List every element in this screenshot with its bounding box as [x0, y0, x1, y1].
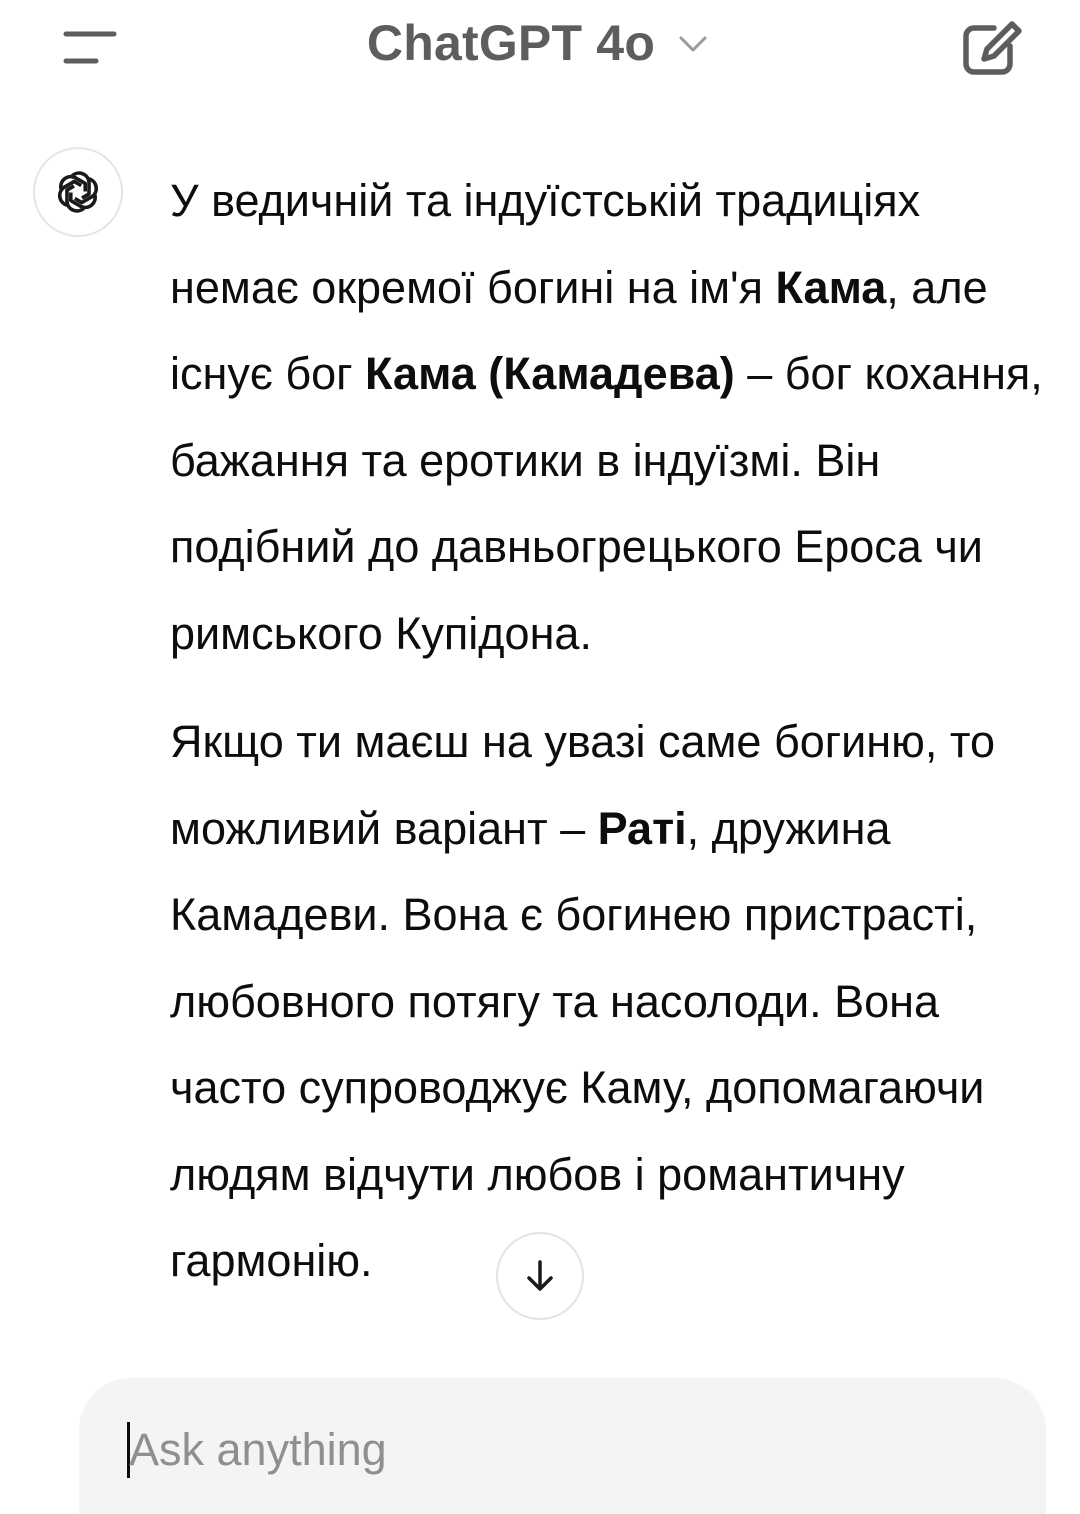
model-selector-wrap	[0, 14, 1080, 80]
bold-text: Раті	[597, 802, 687, 854]
composer	[79, 1378, 1046, 1514]
new-chat-button[interactable]	[952, 14, 1032, 84]
model-selector[interactable]	[367, 14, 713, 72]
page-title: ChatGPT 4o	[366, 15, 656, 71]
text-run: , але існує бог	[170, 261, 988, 399]
message-paragraph	[170, 158, 1060, 677]
bold-text: Кама	[775, 261, 887, 313]
message-paragraph	[170, 699, 1060, 1305]
assistant-message	[170, 158, 1060, 1305]
edit-icon	[952, 14, 1032, 84]
scroll-to-bottom-button[interactable]	[496, 1232, 584, 1320]
text-run: Якщо ти маєш на увазі саме богиню, то можливий варіант –	[170, 716, 996, 854]
assistant-avatar	[33, 147, 123, 237]
message-input[interactable]	[129, 1410, 989, 1490]
text-run: – бог кохання, бажання та еротики в індуїзмі. Він подібний до давньогрецького Ероса чи римського Купідона.	[170, 348, 1043, 659]
bold-text: Кама (Камадева)	[365, 348, 735, 399]
chevron-down-icon	[673, 23, 713, 63]
top-bar	[0, 0, 1080, 100]
arrow-down-icon	[518, 1254, 562, 1298]
openai-logo-icon	[52, 166, 104, 218]
text-run: У ведичній та індуїстській традиціях немає окремої богині на ім'я	[170, 175, 921, 313]
text-run: , дружина Камадеви. Вона є богинею пристрасті, любовного потягу та насолоди. Вона часто супроводжує Каму, допомагаючи людям відчути любов і романтичну гармонію.	[170, 802, 985, 1286]
